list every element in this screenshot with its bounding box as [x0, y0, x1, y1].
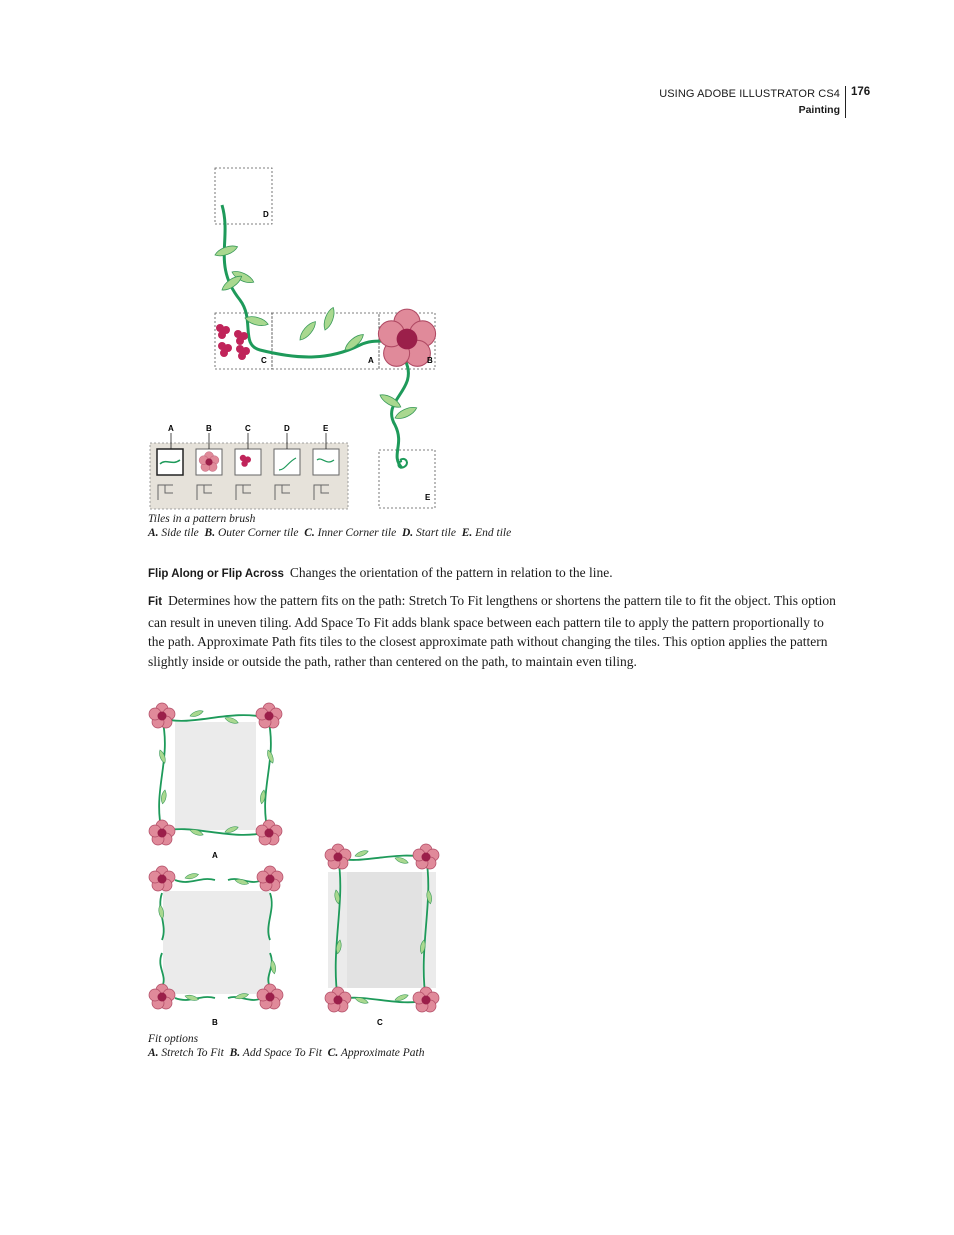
fit-label-a: A — [212, 851, 218, 860]
figure1-caption-legend: A. Side tile B. Outer Corner tile C. Inner Corner tile D. Start tile E. End tile — [148, 527, 512, 539]
tile-label-a: A — [368, 356, 374, 365]
header-divider — [845, 86, 846, 118]
figure1-caption — [148, 512, 511, 540]
page-number: 176 — [851, 86, 871, 98]
palette-label-a: A — [168, 424, 174, 433]
fit-label-b: B — [212, 1018, 218, 1027]
tile-label-b: B — [427, 356, 433, 365]
figure2-caption-title: Fit options — [148, 1033, 199, 1045]
palette-label-e: E — [323, 424, 329, 433]
figure2-caption-legend: A. Stretch To Fit B. Add Space To Fit C. Approximate Path — [148, 1047, 425, 1059]
fit-label-c: C — [377, 1018, 383, 1027]
running-header-section: Painting — [798, 104, 840, 116]
frame-stretch-to-fit — [149, 703, 282, 845]
paragraph-fit — [148, 591, 838, 671]
pattern-brush-tiles-figure — [140, 160, 450, 515]
figure2-caption — [148, 1032, 424, 1060]
palette-label-d: D — [284, 424, 290, 433]
definition-fit: Determines how the pattern fits on the path: Stretch To Fit lengthens or shortens the pattern tile to fit the object. This option can result in uneven tiling. Add Space To Fit adds blank space between each pattern tile to apply the pattern proportionally to the path. Approximate Path fits tiles to the closest approximate path without changing the tiles. This option applies the pattern slightly inside or outside the path, rather than centered on the path, to maintain even tiling. — [148, 593, 836, 669]
figure1-caption-title: Tiles in a pattern brush — [148, 513, 256, 525]
term-fit: Fit — [148, 596, 163, 608]
running-header-title: USING ADOBE ILLUSTRATOR CS4 — [659, 88, 840, 100]
tile-label-e: E — [425, 493, 431, 502]
frame-add-space-to-fit — [149, 866, 283, 1009]
frame-approximate-path — [325, 844, 439, 1012]
palette-label-c: C — [245, 424, 251, 433]
fit-options-figure — [140, 695, 450, 1030]
palette-label-b: B — [206, 424, 212, 433]
definition-flip: Changes the orientation of the pattern in relation to the line. — [289, 565, 613, 580]
term-flip: Flip Along or Flip Across — [148, 568, 284, 580]
tile-label-c: C — [261, 356, 267, 365]
tile-label-d: D — [263, 210, 269, 219]
paragraph-flip — [148, 563, 838, 585]
